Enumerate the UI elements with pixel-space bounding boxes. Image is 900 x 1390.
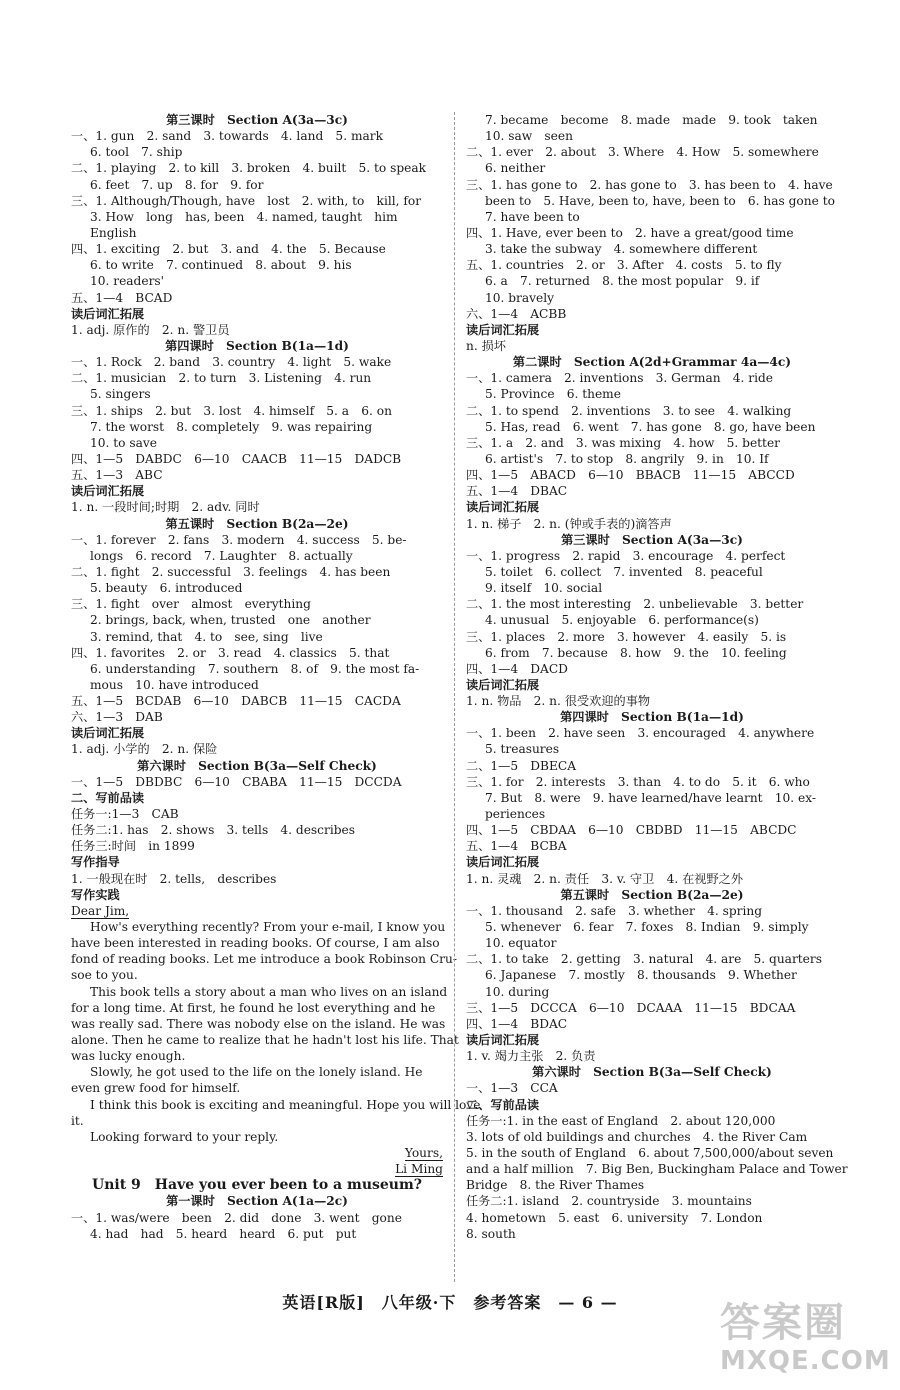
answer-line: 1. adj. 小学的 2. n. 保险 (71, 742, 218, 757)
answer-line: 三、1. has gone to 2. has gone to 3. has been to 4. have (466, 177, 833, 192)
answer-line: 4. had had 5. heard heard 6. put put (90, 1226, 357, 1241)
answer-line: 四、1. exciting 2. but 3. and 4. the 5. Because (71, 242, 386, 257)
answer-line: n. 损坏 (466, 338, 506, 353)
answer-line: 1. n. 一段时间;时期 2. adv. 同时 (71, 500, 260, 515)
answer-line: for a long time. At first, he found he lost everything and he (71, 1000, 436, 1015)
answer-line: 任务三:时间 in 1899 (71, 839, 195, 854)
answer-line: 3. How long has, been 4. named, taught him (90, 209, 398, 224)
answer-line: How's everything recently? From your e-mail, I know you (90, 920, 446, 935)
answer-line: 10. to save (90, 435, 157, 450)
left-column (71, 112, 481, 1242)
answer-line: 二、1. the most interesting 2. unbelievable 3. better (466, 597, 804, 612)
answer-line: 二、1. to spend 2. inventions 3. to see 4. walking (466, 403, 792, 418)
answer-line: 一、1—3 CCA (466, 1081, 558, 1096)
answer-line: 二、1. fight 2. successful 3. feelings 4. has been (71, 564, 391, 579)
subsection-heading: 读后词汇拓展 (466, 1033, 540, 1048)
answer-line: 1. n. 灵魂 2. n. 责任 3. v. 守卫 4. 在视野之外 (466, 871, 744, 886)
answer-line: 6. tool 7. ship (90, 145, 183, 160)
section-heading: 第二课时 Section A(2d+Grammar 4a—4c) (512, 355, 792, 370)
answer-line: 五、1—4 BCBA (466, 839, 567, 854)
answer-line: 五、1—5 BCDAB 6—10 DABCB 11—15 CACDA (71, 694, 401, 709)
answer-line: 一、1. was/were been 2. did done 3. went gone (71, 1210, 402, 1225)
subsection-heading: 读后词汇拓展 (71, 726, 145, 741)
answer-line: alone. Then he came to realize that he hadn't lost his life. That (71, 1033, 459, 1048)
answer-line: 四、1—5 ABACD 6—10 BBACB 11—15 ABCCD (466, 468, 795, 483)
section-heading: 第五课时 Section B(2a—2e) (560, 887, 744, 902)
answer-line: 一、1—5 DBDBC 6—10 CBABA 11—15 DCCDA (71, 774, 402, 789)
subsection-heading: 读后词汇拓展 (466, 855, 540, 870)
answer-line: 二、1. musician 2. to turn 3. Listening 4. run (71, 371, 372, 386)
subsection-heading: 读后词汇拓展 (466, 500, 540, 515)
answer-line: 3. remind, that 4. to see, sing live (90, 629, 323, 644)
answer-line: 10. bravely (485, 290, 555, 305)
answer-line: 二、1. ever 2. about 3. Where 4. How 5. somewhere (466, 145, 819, 160)
answer-line: Dear Jim, (71, 903, 130, 918)
subsection-heading: 二、写前品读 (71, 790, 145, 805)
answer-line: I think this book is exciting and meaningful. Hope you will love (90, 1097, 481, 1112)
answer-line: 6. artist's 7. to stop 8. angrily 9. in 10. If (485, 451, 769, 466)
answer-line: 四、1—5 DABDC 6—10 CAACB 11—15 DADCB (71, 451, 402, 466)
answer-line: 五、1—4 BCAD (71, 290, 173, 305)
answer-line: soe to you. (71, 968, 138, 983)
answer-line: 5. toilet 6. collect 7. invented 8. peaceful (485, 564, 763, 579)
subsection-heading: 二、写前品读 (466, 1097, 540, 1112)
answer-line: longs 6. record 7. Laughter 8. actually (90, 548, 353, 563)
answer-line: 三、1—5 DCCCA 6—10 DCAAA 11—15 BDCAA (466, 1000, 796, 1015)
answer-line: This book tells a story about a man who lives on an island (90, 984, 448, 999)
answer-line: 一、1. progress 2. rapid 3. encourage 4. perfect (466, 548, 786, 563)
answer-line: it. (71, 1113, 84, 1128)
answer-line: 9. itself 10. social (485, 581, 603, 596)
subsection-heading: 读后词汇拓展 (466, 322, 540, 337)
answer-line: even grew food for himself. (71, 1081, 241, 1096)
section-heading: 第三课时 Section A(3a—3c) (166, 113, 348, 127)
answer-line: 二、1—5 DBECA (466, 758, 577, 773)
answer-line: was really sad. There was nobody else on the island. He was (71, 1016, 446, 1031)
section-heading: Unit 9 Have you ever been to a museum? (92, 1177, 422, 1194)
answer-line: mous 10. have introduced (90, 677, 259, 692)
answer-line: 5. beauty 6. introduced (90, 581, 243, 596)
answer-line: 四、1—5 CBDAA 6—10 CBDBD 11—15 ABCDC (466, 823, 797, 838)
subsection-heading: 读后词汇拓展 (466, 677, 540, 692)
answer-line: 四、1. Have, ever been to 2. have a great/good time (466, 225, 794, 240)
answer-line: Bridge 8. the River Thames (466, 1178, 645, 1193)
answer-line: and a half million 7. Big Ben, Buckingham Palace and Tower (466, 1162, 848, 1177)
section-heading: 第六课时 Section B(3a—Self Check) (137, 758, 377, 773)
answer-line: 1. 一般现在时 2. tells, describes (71, 871, 277, 886)
answer-line: 5. treasures (485, 742, 560, 757)
answer-line: 6. Japanese 7. mostly 8. thousands 9. Whether (485, 968, 797, 983)
section-heading: 第一课时 Section A(1a—2c) (166, 1194, 348, 1209)
answer-line: 6. understanding 7. southern 8. of 9. the most fa- (90, 661, 420, 676)
answer-line: 7. became become 8. made made 9. took taken (485, 113, 818, 127)
answer-line: 4. unusual 5. enjoyable 6. performance(s) (485, 613, 759, 628)
answer-line: Looking forward to your reply. (90, 1129, 279, 1144)
answer-line: 5. Province 6. theme (485, 387, 621, 402)
answer-line: 4. hometown 5. east 6. university 7. London (466, 1210, 763, 1225)
answer-line: 5. in the south of England 6. about 7,500,000/about seven (466, 1146, 834, 1160)
answer-line: 五、1. countries 2. or 3. After 4. costs 5. to fly (466, 258, 782, 273)
answer-line: 任务一:1—3 CAB (71, 807, 179, 822)
answer-line: 10. equator (485, 936, 557, 951)
answer-line: 7. have been to (485, 209, 580, 224)
answer-line: been to 5. Have, been to, have, been to 6. has gone to (485, 193, 835, 208)
answer-line: 6. from 7. because 8. how 9. the 10. feeling (485, 645, 787, 660)
answer-line: fond of reading books. Let me introduce a book Robinson Cru- (71, 952, 457, 967)
answer-line: 10. saw seen (485, 129, 573, 144)
answer-line: 6. neither (485, 161, 546, 176)
answer-line: 1. n. 物品 2. n. 很受欢迎的事物 (466, 694, 651, 709)
answer-line: was lucky enough. (71, 1049, 186, 1064)
answer-line: 五、1—4 DBAC (466, 484, 568, 499)
answer-line: 三、1. ships 2. but 3. lost 4. himself 5. a 6. on (71, 403, 392, 418)
subsection-heading: 读后词汇拓展 (71, 306, 145, 321)
answer-line: 三、1. places 2. more 3. however 4. easily 5. is (466, 629, 787, 644)
answer-line: 任务二:1. has 2. shows 3. tells 4. describes (71, 823, 355, 838)
answer-line: 2. brings, back, when, trusted one another (90, 613, 371, 628)
answer-line: 四、1—4 DACD (466, 661, 568, 676)
answer-line: 10. during (485, 984, 550, 999)
answer-line: 二、1. to take 2. getting 3. natural 4. are 5. quarters (466, 952, 822, 967)
answer-line: English (90, 225, 137, 240)
answer-line: 6. feet 7. up 8. for 9. for (90, 177, 264, 192)
answer-line: 一、1. Rock 2. band 3. country 4. light 5. wake (71, 355, 392, 370)
answer-line: 六、1—4 ACBB (466, 306, 567, 321)
answer-line: 6. a 7. returned 8. the most popular 9. if (485, 274, 760, 289)
answer-line: 10. readers' (90, 274, 165, 289)
answer-line: 5. Has, read 6. went 7. has gone 8. go, have been (485, 419, 816, 434)
answer-line: 1. v. 竭力主张 2. 负责 (466, 1049, 596, 1064)
subsection-heading: 读后词汇拓展 (71, 484, 145, 499)
answer-line: 任务二:1. island 2. countryside 3. mountains (466, 1194, 752, 1209)
answer-line: 1. adj. 原作的 2. n. 警卫员 (71, 322, 230, 337)
subsection-heading: 写作指导 (71, 855, 120, 870)
right-column (466, 112, 848, 1242)
subsection-heading: 写作实践 (71, 887, 120, 902)
section-heading: 第三课时 Section A(3a—3c) (561, 532, 743, 547)
answer-line: 5. singers (90, 387, 151, 402)
answer-line: 五、1—3 ABC (71, 468, 163, 483)
answer-line: 1. n. 梯子 2. n. (钟或手表的)滴答声 (466, 516, 672, 531)
answer-line: 四、1—4 BDAC (466, 1016, 568, 1031)
answer-line: Li Ming (395, 1162, 443, 1177)
answer-line: 三、1. Although/Though, have lost 2. with, to kill, for (71, 193, 422, 208)
answer-line: Yours, (404, 1146, 443, 1160)
answer-line: Slowly, he got used to the life on the lonely island. He (90, 1065, 423, 1080)
answer-line: 7. the worst 8. completely 9. was repairing (90, 419, 373, 434)
watermark-logo-text: 答案圈 (720, 1300, 846, 1346)
answer-line: 一、1. thousand 2. safe 3. whether 4. spring (466, 903, 763, 918)
answer-line: 3. lots of old buildings and churches 4. the River Cam (466, 1129, 808, 1144)
answer-line: 四、1. favorites 2. or 3. read 4. classics 5. that (71, 645, 390, 660)
answer-line: 8. south (466, 1226, 516, 1241)
answer-line: 一、1. been 2. have seen 3. encouraged 4. anywhere (466, 726, 815, 741)
answer-line: 5. whenever 6. fear 7. foxes 8. Indian 9. simply (485, 920, 809, 935)
answer-line: 二、1. playing 2. to kill 3. broken 4. built 5. to speak (71, 161, 427, 176)
page-footer: 英语[R版] 八年级·下 参考答案 — 6 — (282, 1293, 618, 1312)
answer-line: 一、1. camera 2. inventions 3. German 4. ride (466, 371, 774, 386)
answer-line: 三、1. fight over almost everything (71, 597, 311, 612)
column-divider (454, 112, 455, 1282)
section-heading: 第五课时 Section B(2a—2e) (165, 516, 349, 531)
answer-line: have been interested in reading books. Of course, I am also (71, 936, 440, 951)
watermark-url: MXQE.COM (720, 1346, 891, 1376)
answer-line: 7. But 8. were 9. have learned/have learnt 10. ex- (485, 790, 816, 805)
answer-line: 三、1. for 2. interests 3. than 4. to do 5. it 6. who (466, 774, 810, 789)
answer-line: 6. to write 7. continued 8. about 9. his (90, 258, 352, 273)
section-heading: 第六课时 Section B(3a—Self Check) (532, 1065, 772, 1080)
answer-line: 一、1. forever 2. fans 3. modern 4. success 5. be- (71, 532, 407, 547)
answer-line: 六、1—3 DAB (71, 710, 163, 725)
answer-line: 一、1. gun 2. sand 3. towards 4. land 5. mark (71, 129, 383, 144)
answer-line: 3. take the subway 4. somewhere different (485, 242, 758, 257)
section-heading: 第四课时 Section B(1a—1d) (560, 710, 744, 725)
answer-line: 任务一:1. in the east of England 2. about 120,000 (466, 1113, 776, 1128)
site-watermark (720, 1300, 895, 1386)
answer-line: periences (485, 807, 546, 822)
section-heading: 第四课时 Section B(1a—1d) (165, 338, 349, 353)
answer-line: 三、1. a 2. and 3. was mixing 4. how 5. better (466, 435, 780, 450)
